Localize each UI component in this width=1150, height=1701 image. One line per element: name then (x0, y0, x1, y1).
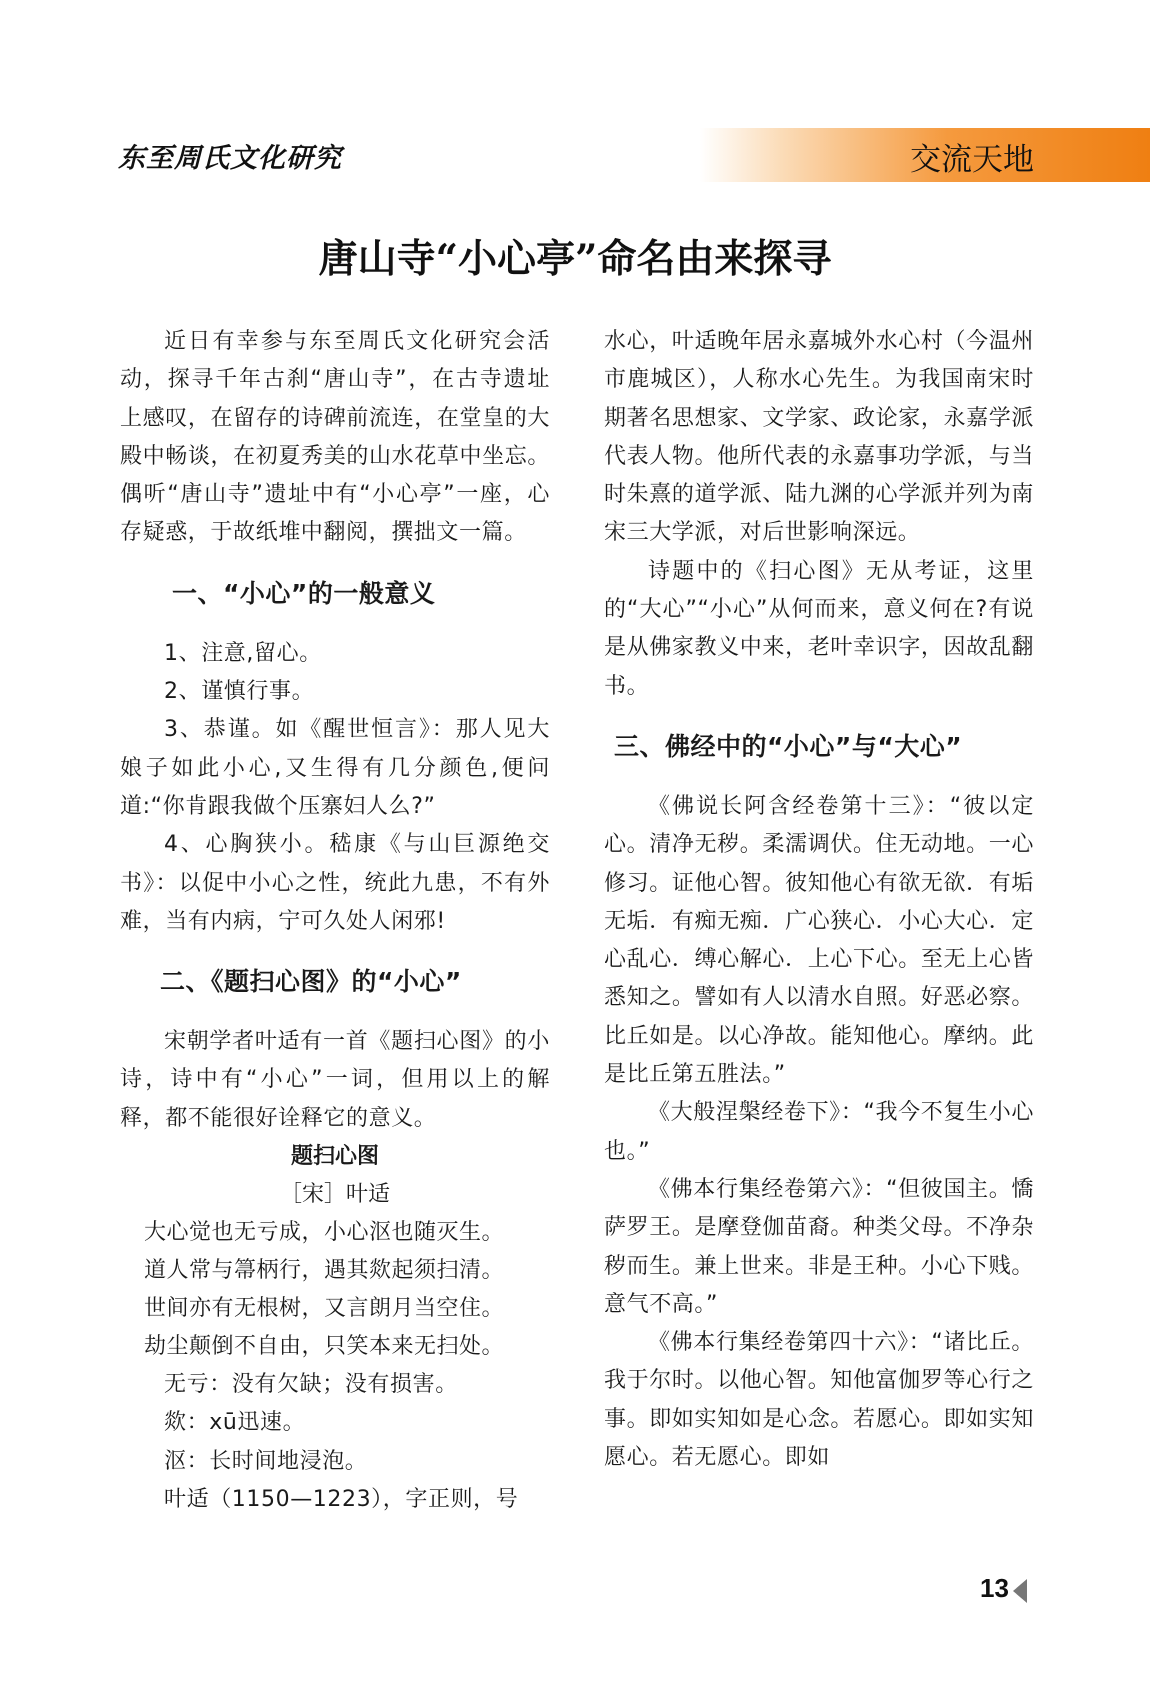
sutra-quote: 《佛说长阿含经卷第十三》：“彼以定心。清净无秽。柔濡调伏。住无动地。一心修习。证他心智。彼知他心有欲无欲．有垢无垢．有痴无痴．广心狭心．小心大心．定心乱心．缚心解心．上心下心。至无上心皆悉知之。譬如有人以清水自照。好恶必察。比丘如是。以心净故。能知他心。摩纳。此是比丘第五胜法。” (604, 793, 1034, 1088)
poem-title: 题扫心图 (290, 1144, 379, 1170)
article-title: 唐山寺“小心亭”命名由来探寻 (318, 236, 832, 282)
definition-item: 1、注意,留心。 (164, 640, 322, 666)
sutra-quote: 《佛本行集经卷第四十六》：“诸比丘。我于尔时。以他心智。知他富伽罗等心行之事。即如实知如是心念。若愿心。即如实知愿心。若无愿心。即如 (604, 1330, 1034, 1471)
poem-line: 世间亦有无根树，又言朗月当空住。 (144, 1296, 505, 1322)
poem-line: 劫尘颠倒不自由，只笑本来无扫处。 (144, 1334, 505, 1360)
section-heading-1: 一、“小心”的一般意义 (172, 578, 436, 608)
section2-intro: 宋朝学者叶适有一首《题扫心图》的小诗，诗中有“小心”一词，但用以上的解释，都不能很好诠释它的意义。 (120, 1029, 550, 1131)
definition-item: 2、谨慎行事。 (164, 679, 315, 705)
section-heading-2: 二、《题扫心图》的“小心” (160, 967, 462, 997)
section-heading-3: 三、佛经中的“小心”与“大心” (614, 731, 963, 761)
poem-note: 欻：xū迅速。 (164, 1410, 306, 1436)
publication-name: 东至周氏文化研究 (118, 143, 342, 174)
definition-item: 4、心胸狭小。嵇康《与山巨源绝交书》：以促中小心之性，统此九患，不有外难，当有内病，宁可久处人闲邪! (120, 832, 550, 934)
page-number: 13 (980, 1573, 1009, 1603)
sutra-quote: 《大般涅槃经卷下》：“我今不复生小心也。” (604, 1100, 1034, 1164)
poem-note: 无亏：没有欠缺；没有损害。 (164, 1372, 458, 1398)
author-bio-continued: 水心，叶适晚年居永嘉城外水心村（今温州市鹿城区），人称水心先生。为我国南宋时期著名思想家、文学家、政论家，永嘉学派代表人物。他所代表的永嘉事功学派，与当时朱熹的道学派、陆九渊的心学派并列为南宋三大学派，对后世影响深远。 (604, 329, 1034, 546)
poem-author: ［宋］叶适 (279, 1182, 390, 1208)
sutra-quote: 《佛本行集经卷第六》：“但彼国主。憍萨罗王。是摩登伽苗裔。种类父母。不净杂秽而生。兼上世来。非是王种。小心下贱。意气不高。” (604, 1176, 1034, 1317)
intro-paragraph: 近日有幸参与东至周氏文化研究会活动，探寻千年古刹“唐山寺”，在古寺遗址上感叹，在留存的诗碑前流连，在堂皇的大殿中畅谈，在初夏秀美的山水花草中坐忘。偶听“唐山寺”遗址中有“小心亭”一座，心存疑惑，于故纸堆中翻阅，撰拙文一篇。 (120, 329, 550, 546)
section-name: 交流天地 (910, 142, 1034, 178)
page-marker-arrow-icon (1013, 1579, 1027, 1603)
poem-line: 大心觉也无亏成，小心沤也随灭生。 (144, 1220, 505, 1246)
right-column (604, 323, 1034, 1477)
poem-line: 道人常与箒柄行，遇其欻起须扫清。 (144, 1258, 505, 1284)
section2-paragraph-2: 诗题中的《扫心图》无从考证，这里的“大心”“小心”从何而来，意义何在?有说是从佛家教义中来，老叶幸识字，因故乱翻书。 (604, 558, 1034, 699)
left-column (120, 323, 550, 1519)
definition-item: 3、恭谨。如《醒世恒言》：那人见大娘子如此小心,又生得有几分颜色,便问道:“你肯跟我做个压寨妇人么?” (120, 717, 550, 819)
poem-note: 沤：长时间地浸泡。 (164, 1448, 368, 1474)
author-bio-start: 叶适（1150—1223），字正则，号 (164, 1486, 519, 1512)
